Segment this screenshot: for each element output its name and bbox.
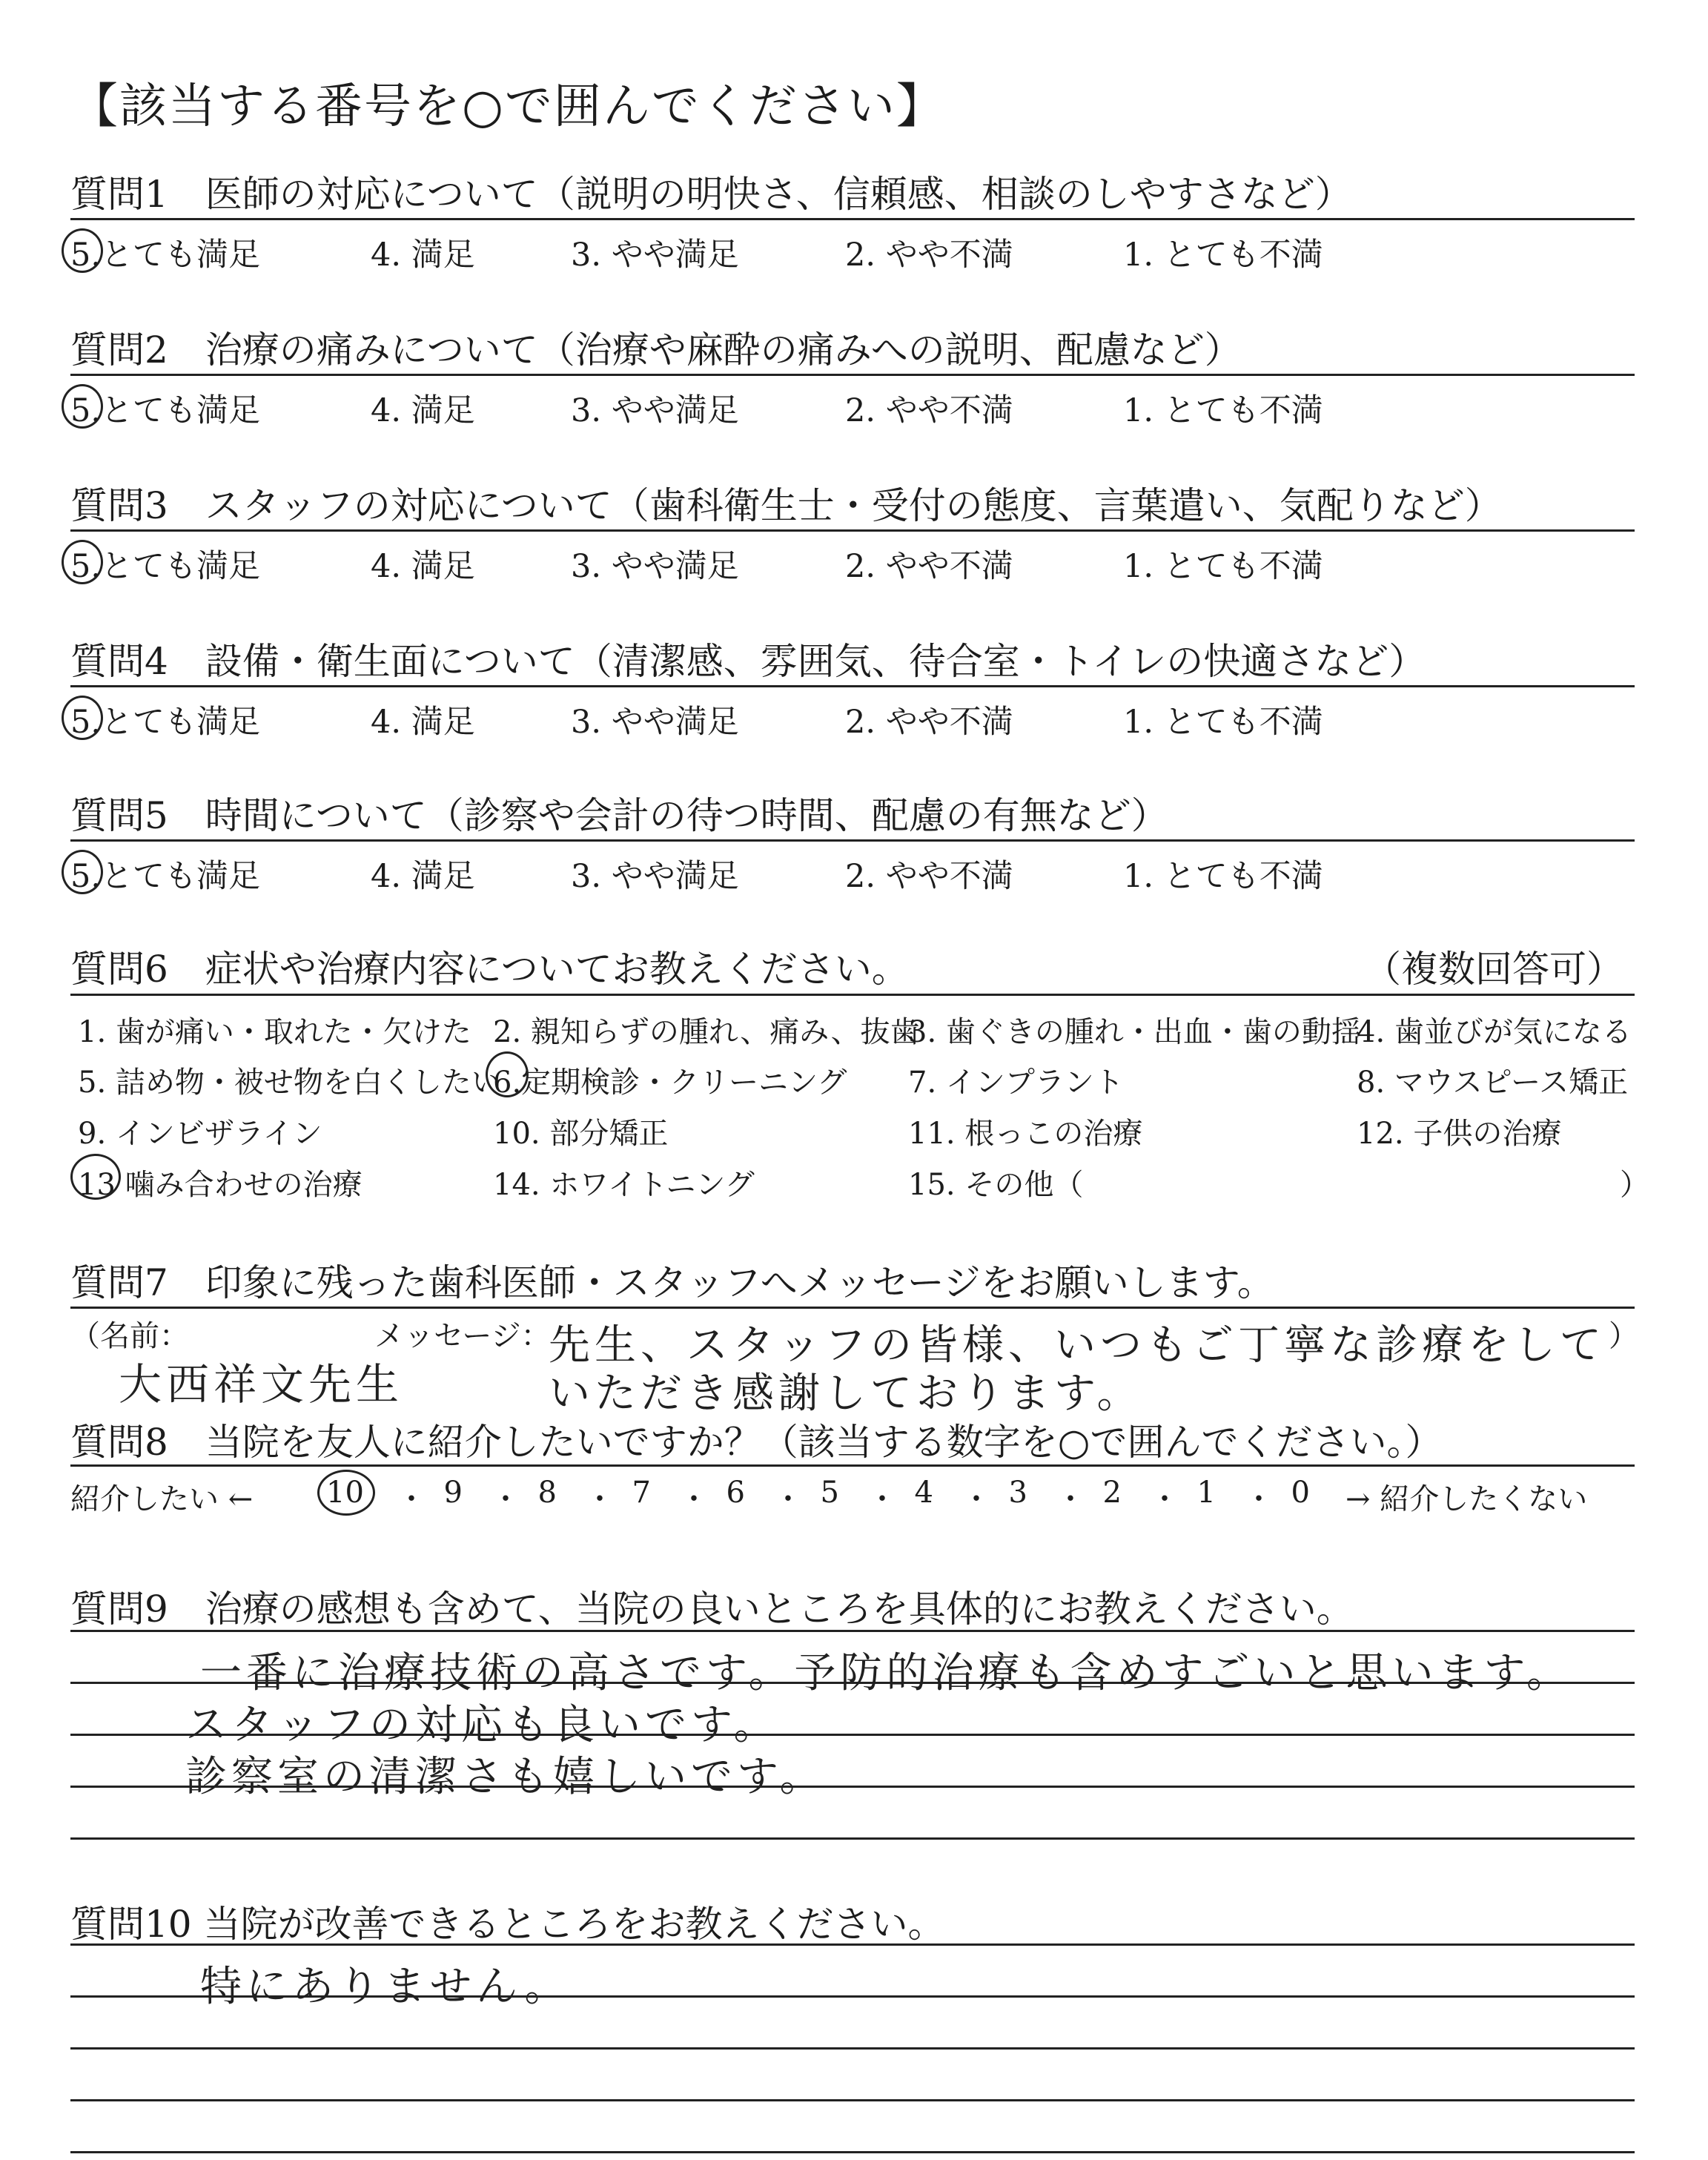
q2-title: 質問2 治療の痛みについて（治療や麻酔の痛みへの説明、配慮など） <box>70 328 1242 371</box>
q6-option-16: ） <box>1620 1168 1649 1202</box>
q3-option-1[interactable]: 1. とても不満 <box>1123 548 1323 585</box>
q1-selected-circle <box>62 228 103 273</box>
scale-value-1[interactable]: 1 <box>1196 1476 1216 1510</box>
scale-dot: ・ <box>585 1482 615 1516</box>
scale-dot: ・ <box>397 1482 426 1516</box>
scale-value-7[interactable]: 7 <box>632 1476 651 1510</box>
scale-left-label: 紹介したい ← <box>70 1482 254 1516</box>
q6-option-9[interactable]: 9. インビザライン <box>78 1117 322 1151</box>
q1-option-2[interactable]: 2. やや不満 <box>845 237 1013 274</box>
q6-option-15[interactable]: 15. その他（ <box>908 1168 1084 1202</box>
q6-option-3[interactable]: 3. 歯ぐきの腫れ・出血・歯の動揺 <box>908 1015 1361 1049</box>
q1-option-3[interactable]: 3. やや満足 <box>571 237 739 274</box>
q3-option-4[interactable]: 4. 満足 <box>371 548 475 585</box>
q10-rule-3 <box>70 2047 1635 2050</box>
scale-dot: ・ <box>867 1482 897 1516</box>
q9-title: 質問9 治療の感想も含めて、当院の良いところを具体的にお教えください。 <box>70 1588 1354 1631</box>
q6-title: 質問6 症状や治療内容についてお教えください。 <box>70 948 909 991</box>
message-label: メッセージ： <box>374 1319 551 1353</box>
scale-value-5[interactable]: 5 <box>820 1476 839 1510</box>
q5-option-3[interactable]: 3. やや満足 <box>571 858 739 895</box>
q3-title: 質問3 スタッフの対応について（歯科衛生士・受付の態度、言葉遣い、気配りなど） <box>70 484 1502 527</box>
q6-circle-6 <box>486 1051 529 1097</box>
q6-option-2[interactable]: 2. 親知らずの腫れ、痛み、抜歯 <box>493 1015 920 1049</box>
q9-handwritten-line-3: 診察室の清潔さも嬉しいです。 <box>185 1753 826 1801</box>
q4-selected-circle <box>62 696 103 740</box>
scale-value-9[interactable]: 9 <box>443 1476 463 1510</box>
scale-dot: ・ <box>773 1482 803 1516</box>
q10-rule-5 <box>70 2151 1635 2153</box>
scale-dot: ・ <box>491 1482 520 1516</box>
q5-option-5[interactable]: 5.とても満足 <box>70 858 261 895</box>
handwritten-message-line2: いただき感謝しております。 <box>549 1370 1143 1418</box>
q3-rule <box>70 529 1635 532</box>
scale-dot: ・ <box>961 1482 991 1516</box>
q6-option-5[interactable]: 5. 詰め物・被せ物を白くしたい <box>78 1066 501 1100</box>
q10-rule-4 <box>70 2099 1635 2101</box>
q8-rule <box>70 1464 1635 1467</box>
q6-option-8[interactable]: 8. マウスピース矯正 <box>1357 1066 1629 1100</box>
q6-note: （複数回答可） <box>1364 948 1623 991</box>
q6-option-13[interactable]: 13 噛み合わせの治療 <box>78 1168 363 1202</box>
q6-option-7[interactable]: 7. インプラント <box>908 1066 1124 1100</box>
q8-selected-circle <box>317 1470 375 1516</box>
q6-rule <box>70 994 1635 996</box>
q1-option-5[interactable]: 5.とても満足 <box>70 237 261 274</box>
q4-title: 質問4 設備・衛生面について（清潔感、雰囲気、待合室・トイレの快適さなど） <box>70 640 1426 683</box>
q9-rule-1 <box>70 1630 1635 1632</box>
q2-option-4[interactable]: 4. 満足 <box>371 392 475 429</box>
q10-handwritten-line-1: 特にありません。 <box>200 1963 571 2011</box>
scale-value-2[interactable]: 2 <box>1102 1476 1122 1510</box>
q2-option-3[interactable]: 3. やや満足 <box>571 392 739 429</box>
q5-selected-circle <box>62 850 103 894</box>
q2-option-2[interactable]: 2. やや不満 <box>845 392 1013 429</box>
q10-rule-1 <box>70 1943 1635 1946</box>
q10-title: 質問10 当院が改善できるところをお教えください。 <box>70 1903 945 1946</box>
q4-option-4[interactable]: 4. 満足 <box>371 704 475 741</box>
handwritten-name: 大西祥文先生 <box>119 1359 404 1410</box>
scale-value-8[interactable]: 8 <box>537 1476 557 1510</box>
q4-option-5[interactable]: 5.とても満足 <box>70 704 261 741</box>
q3-selected-circle <box>62 540 103 584</box>
form-header: 【該当する番号を○で囲んでください】 <box>70 79 945 134</box>
q5-option-2[interactable]: 2. やや不満 <box>845 858 1013 895</box>
q5-option-1[interactable]: 1. とても不満 <box>1123 858 1323 895</box>
q5-title: 質問5 時間について（診察や会計の待つ時間、配慮の有無など） <box>70 794 1168 837</box>
q7-rule <box>70 1307 1635 1309</box>
scale-right-label: → 紹介したくない <box>1345 1482 1588 1516</box>
q6-option-6[interactable]: 6.定期検診・クリーニング <box>493 1066 847 1100</box>
q6-option-11[interactable]: 11. 根っこの治療 <box>908 1117 1143 1151</box>
scale-value-10[interactable]: 10 <box>326 1476 364 1510</box>
scale-value-0[interactable]: 0 <box>1291 1476 1310 1510</box>
q5-option-4[interactable]: 4. 満足 <box>371 858 475 895</box>
q9-handwritten-line-1: 一番に治療技術の高さです。予防的治療も含めすごいと思います。 <box>200 1649 1573 1697</box>
scale-value-3[interactable]: 3 <box>1008 1476 1027 1510</box>
q3-option-3[interactable]: 3. やや満足 <box>571 548 739 585</box>
scale-dot: ・ <box>1244 1482 1274 1516</box>
q1-title: 質問1 医師の対応について（説明の明快さ、信頼感、相談のしやすさなど） <box>70 173 1352 216</box>
q6-option-12[interactable]: 12. 子供の治療 <box>1357 1117 1562 1151</box>
q6-option-10[interactable]: 10. 部分矯正 <box>493 1117 669 1151</box>
scale-dot: ・ <box>1056 1482 1085 1516</box>
scale-value-6[interactable]: 6 <box>726 1476 745 1510</box>
q6-option-14[interactable]: 14. ホワイトニング <box>493 1168 755 1202</box>
name-label: （名前： <box>70 1319 189 1353</box>
q3-option-5[interactable]: 5.とても満足 <box>70 548 261 585</box>
q2-rule <box>70 374 1635 376</box>
scale-dot: ・ <box>679 1482 709 1516</box>
q4-option-3[interactable]: 3. やや満足 <box>571 704 739 741</box>
q6-option-4[interactable]: 4. 歯並びが気になる <box>1357 1015 1632 1049</box>
q2-selected-circle <box>62 384 103 429</box>
handwritten-message-line1: 先生、スタッフの皆様、いつもご丁寧な診療をして <box>549 1321 1606 1370</box>
q4-rule <box>70 685 1635 687</box>
q2-option-5[interactable]: 5.とても満足 <box>70 392 261 429</box>
message-close-paren: ） <box>1609 1319 1638 1353</box>
q6-circle-13 <box>70 1154 121 1200</box>
scale-value-4[interactable]: 4 <box>914 1476 933 1510</box>
q9-rule-5 <box>70 1837 1635 1840</box>
q1-option-1[interactable]: 1. とても不満 <box>1123 237 1323 274</box>
q8-title: 質問8 当院を友人に紹介したいですか？（該当する数字を○で囲んでください。） <box>70 1421 1443 1464</box>
q9-handwritten-line-2: スタッフの対応も良いです。 <box>185 1701 780 1749</box>
q5-rule <box>70 839 1635 842</box>
scale-dot: ・ <box>1150 1482 1179 1516</box>
q4-option-2[interactable]: 2. やや不満 <box>845 704 1013 741</box>
q1-rule <box>70 218 1635 220</box>
q7-title: 質問7 印象に残った歯科医師・スタッフへメッセージをお願いします。 <box>70 1261 1274 1304</box>
q2-option-1[interactable]: 1. とても不満 <box>1123 392 1323 429</box>
q4-option-1[interactable]: 1. とても不満 <box>1123 704 1323 741</box>
q1-option-4[interactable]: 4. 満足 <box>371 237 475 274</box>
q6-option-1[interactable]: 1. 歯が痛い・取れた・欠けた <box>78 1015 471 1049</box>
q3-option-2[interactable]: 2. やや不満 <box>845 548 1013 585</box>
